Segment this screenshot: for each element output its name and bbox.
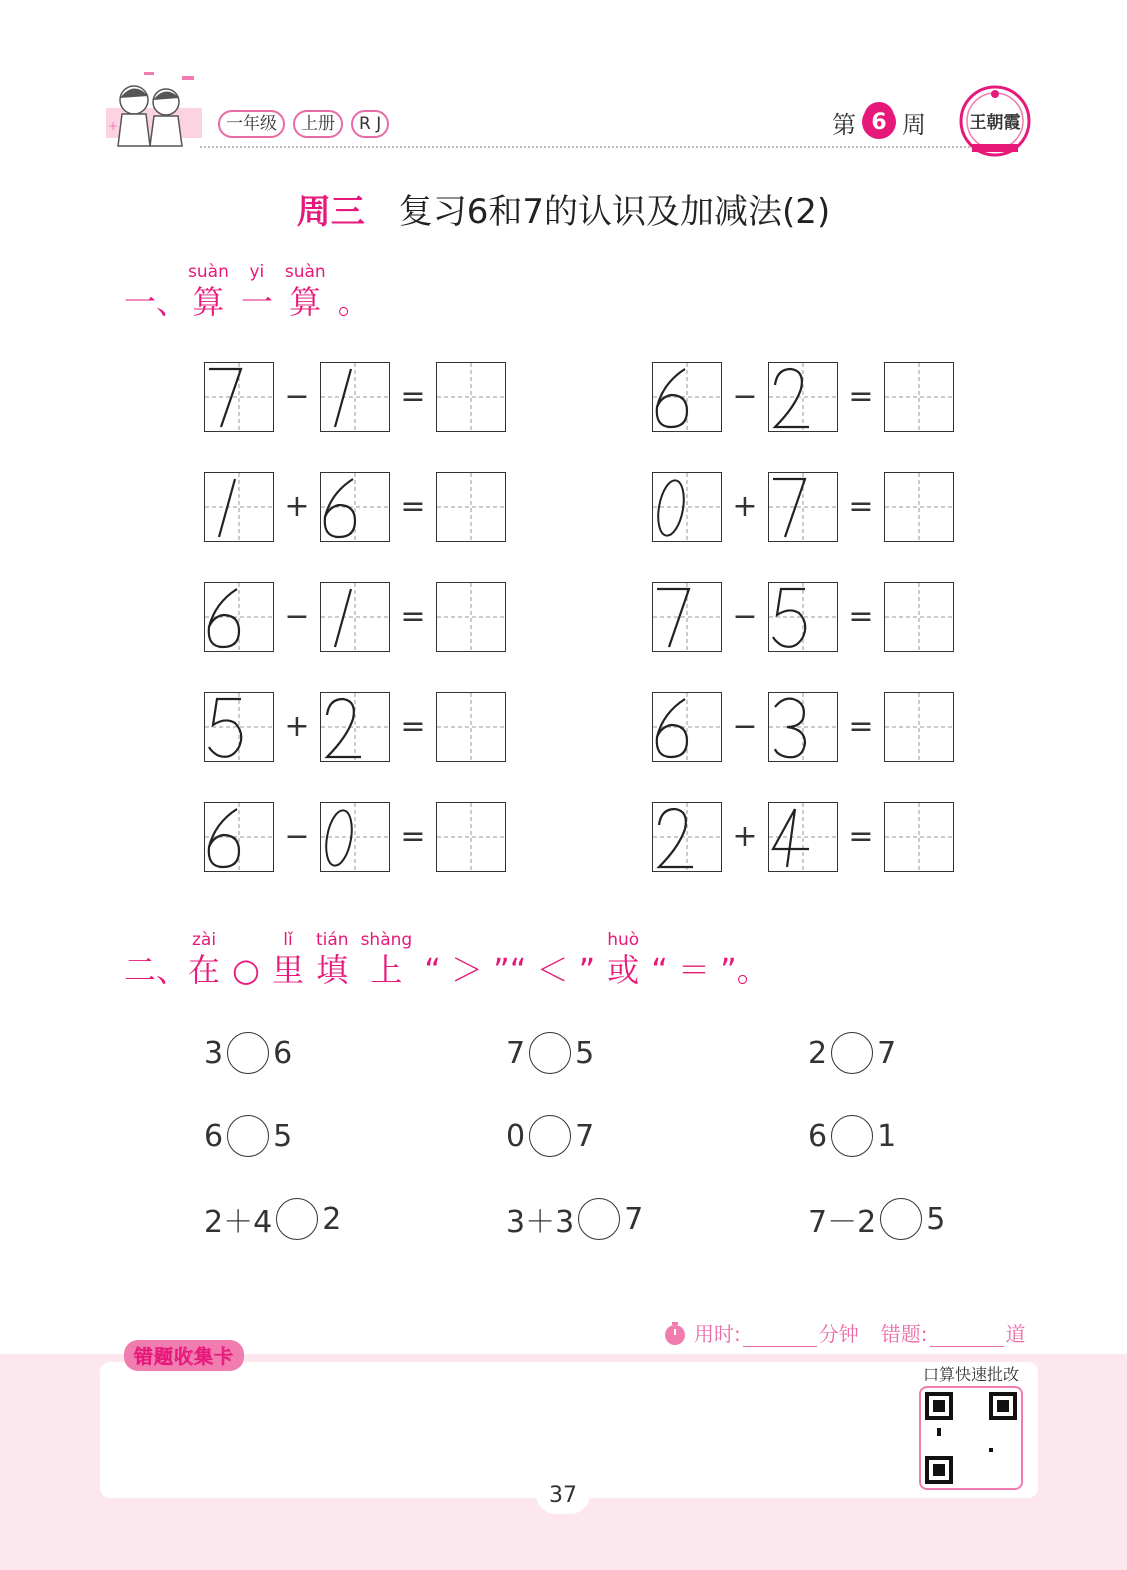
tian-grid-icon [769, 583, 837, 651]
week-suffix: 周 [902, 110, 926, 139]
operator: + [284, 709, 310, 744]
operand-box [652, 802, 722, 872]
tian-grid-icon [769, 693, 837, 761]
edition-pill: R J [351, 110, 389, 138]
hanzi: 或 [607, 951, 640, 989]
tian-grid-icon [885, 473, 953, 541]
equation-row [204, 802, 506, 872]
section-1-number: 一、 [124, 283, 189, 321]
right-expression: 6 [273, 1035, 293, 1071]
left-expression: 3＋3 [506, 1205, 575, 1240]
right-expression: 5 [273, 1118, 293, 1154]
tian-grid-icon [885, 583, 953, 651]
answer-circle[interactable] [529, 1115, 571, 1157]
tian-grid-icon [437, 473, 505, 541]
ruby-char [188, 262, 229, 322]
section-1-end: 。 [337, 283, 372, 321]
tian-grid-icon [653, 583, 721, 651]
errors-blank[interactable] [930, 1324, 1004, 1347]
hanzi: “ ＝ ”。 [651, 951, 769, 989]
left-expression: 6 [204, 1118, 224, 1154]
answer-box[interactable] [436, 362, 506, 432]
section-1-heading [124, 262, 384, 322]
right-expression: 5 [575, 1035, 595, 1071]
answer-box[interactable] [884, 692, 954, 762]
section-2-number: 二、 [124, 951, 189, 989]
grade-pill: 一年级 [218, 110, 285, 138]
operator: − [284, 379, 310, 414]
operator: + [732, 489, 758, 524]
equation-row [652, 362, 954, 432]
tian-grid-icon [653, 803, 721, 871]
tian-grid-icon [769, 363, 837, 431]
left-expression: 7－2 [808, 1205, 877, 1240]
ruby-char [607, 930, 639, 990]
hanzi: 算 [289, 283, 322, 321]
comparison-item [204, 1113, 292, 1159]
equation-row [204, 472, 506, 542]
comparison-item [204, 1030, 292, 1076]
operand-box [320, 692, 390, 762]
equation-row [652, 692, 954, 762]
operator: − [732, 599, 758, 634]
answer-box[interactable] [884, 472, 954, 542]
operand-box [768, 472, 838, 542]
week-indicator [832, 100, 926, 144]
section-2-heading [124, 930, 781, 990]
header-divider [200, 146, 970, 148]
operand-box [204, 472, 274, 542]
title-day: 周三 [296, 192, 365, 232]
equation-row [204, 362, 506, 432]
left-expression: 0 [506, 1118, 526, 1154]
comparison-item [204, 1196, 341, 1242]
qr-code-icon [925, 1392, 1017, 1484]
operand-box [320, 582, 390, 652]
errors-label: 错题: [880, 1322, 928, 1346]
ruby-char [651, 930, 769, 990]
pinyin: shàng [360, 930, 413, 950]
equals-sign: = [848, 709, 874, 744]
equals-sign: = [848, 599, 874, 634]
comparison-item [506, 1196, 643, 1242]
right-expression: 2 [322, 1201, 342, 1237]
equals-sign: = [848, 379, 874, 414]
qr-code[interactable] [919, 1386, 1023, 1490]
hanzi: “ ＞ ”“ ＜ ” [424, 951, 596, 989]
alarm-clock-icon [862, 105, 896, 139]
operand-box [652, 692, 722, 762]
ruby-char [361, 930, 413, 990]
right-expression: 1 [877, 1118, 897, 1154]
error-card-label: 错题收集卡 [124, 1340, 244, 1371]
operator: + [732, 819, 758, 854]
ruby-char [232, 930, 260, 990]
grade-pills [218, 110, 389, 138]
hanzi: 上 [370, 951, 403, 989]
equation-row [652, 472, 954, 542]
pinyin: huò [607, 930, 640, 950]
operand-box [652, 582, 722, 652]
tian-grid-icon [205, 803, 273, 871]
tian-grid-icon [885, 803, 953, 871]
tian-grid-icon [437, 363, 505, 431]
tian-grid-icon [205, 583, 273, 651]
operand-box [768, 692, 838, 762]
time-label: 用时: [694, 1322, 741, 1346]
hanzi: 算 [192, 283, 225, 321]
answer-circle[interactable] [276, 1198, 318, 1240]
operand-box [320, 802, 390, 872]
ruby-char [272, 930, 304, 990]
tian-grid-icon [321, 583, 389, 651]
pinyin: yi [249, 262, 265, 282]
answer-box[interactable] [884, 582, 954, 652]
answer-circle[interactable] [227, 1032, 269, 1074]
answer-circle[interactable] [880, 1198, 922, 1240]
operand-box [768, 362, 838, 432]
comparison-item [506, 1030, 594, 1076]
equation-row [204, 692, 506, 762]
right-expression: 7 [877, 1035, 897, 1071]
right-expression: 5 [926, 1201, 946, 1237]
stopwatch-icon [662, 1321, 688, 1347]
title-text: 复习6和7的认识及加减法(2) [398, 192, 831, 232]
hanzi: 一 [240, 283, 273, 321]
author-seal [958, 84, 1032, 158]
qr-section [912, 1366, 1030, 1490]
equals-sign: = [848, 819, 874, 854]
comparison-item [506, 1113, 594, 1159]
comparison-item [808, 1030, 896, 1076]
operand-box [204, 362, 274, 432]
answer-box[interactable] [436, 472, 506, 542]
equation-row [652, 582, 954, 652]
answer-circle[interactable] [529, 1032, 571, 1074]
answer-box[interactable] [884, 802, 954, 872]
operand-box [768, 802, 838, 872]
ruby-char [241, 262, 273, 322]
pinyin: tián [315, 930, 349, 950]
operand-box [204, 802, 274, 872]
tian-grid-icon [205, 473, 273, 541]
page-title [0, 184, 1127, 233]
equation-row [652, 802, 954, 872]
time-record [662, 1318, 1026, 1347]
tian-grid-icon [321, 803, 389, 871]
tian-grid-icon [769, 473, 837, 541]
answer-circle[interactable] [227, 1115, 269, 1157]
time-blank[interactable] [743, 1324, 817, 1347]
time-unit: 分钟 [818, 1322, 859, 1346]
operator: − [284, 819, 310, 854]
week-number: 6 [871, 109, 887, 135]
operator: − [284, 599, 310, 634]
ruby-char [424, 930, 595, 990]
tian-grid-icon [321, 363, 389, 431]
left-expression: 6 [808, 1118, 828, 1154]
comparison-item [808, 1196, 945, 1242]
volume-pill: 上册 [293, 110, 343, 138]
pinyin: suàn [188, 262, 229, 282]
tian-grid-icon [885, 363, 953, 431]
ruby-char [188, 930, 220, 990]
operator: + [284, 489, 310, 524]
answer-box[interactable] [436, 802, 506, 872]
pinyin: zài [191, 930, 217, 950]
answer-box[interactable] [436, 582, 506, 652]
equals-sign: = [400, 709, 426, 744]
qr-label: 口算快速批改 [922, 1365, 1019, 1384]
hanzi: 在 [188, 951, 221, 989]
operand-box [320, 362, 390, 432]
tian-grid-icon [321, 473, 389, 541]
equals-sign: = [400, 599, 426, 634]
right-expression: 7 [575, 1118, 595, 1154]
operand-box [768, 582, 838, 652]
tian-grid-icon [205, 363, 273, 431]
operand-box [204, 582, 274, 652]
tian-grid-icon [653, 363, 721, 431]
hanzi: 填 [316, 951, 349, 989]
pinyin: lǐ [283, 930, 293, 950]
equals-sign: = [400, 379, 426, 414]
equals-sign: = [848, 489, 874, 524]
tian-grid-icon [885, 693, 953, 761]
operand-box [204, 692, 274, 762]
kids-illustration-icon [104, 70, 204, 154]
equals-sign: = [400, 819, 426, 854]
week-prefix: 第 [832, 110, 856, 139]
svg-text:+: + [108, 119, 119, 133]
tian-grid-icon [321, 693, 389, 761]
equals-sign: = [400, 489, 426, 524]
answer-box[interactable] [884, 362, 954, 432]
equation-row [204, 582, 506, 652]
left-expression: 2 [808, 1035, 828, 1071]
tian-grid-icon [437, 583, 505, 651]
right-expression: 7 [624, 1201, 644, 1237]
left-expression: 3 [204, 1035, 224, 1071]
tian-grid-icon [437, 803, 505, 871]
tian-grid-icon [653, 473, 721, 541]
answer-circle[interactable] [831, 1115, 873, 1157]
tian-grid-icon [437, 693, 505, 761]
hanzi: 里 [271, 951, 304, 989]
pinyin: suàn [284, 262, 326, 282]
tian-grid-icon [769, 803, 837, 871]
tian-grid-icon [205, 693, 273, 761]
left-expression: 2＋4 [204, 1205, 273, 1240]
operand-box [652, 472, 722, 542]
left-expression: 7 [506, 1035, 526, 1071]
operator: − [732, 379, 758, 414]
ruby-char [285, 262, 326, 322]
operator: − [732, 709, 758, 744]
answer-box[interactable] [436, 692, 506, 762]
page-number: 37 [536, 1474, 590, 1514]
comparison-item [808, 1113, 896, 1159]
tian-grid-icon [653, 693, 721, 761]
operand-box [652, 362, 722, 432]
errors-unit: 道 [1005, 1322, 1026, 1346]
operand-box [320, 472, 390, 542]
answer-circle[interactable] [831, 1032, 873, 1074]
ruby-char [316, 930, 349, 990]
seal-text: 王朝霞 [969, 113, 1021, 133]
hanzi: ○ [232, 951, 260, 989]
answer-circle[interactable] [578, 1198, 620, 1240]
